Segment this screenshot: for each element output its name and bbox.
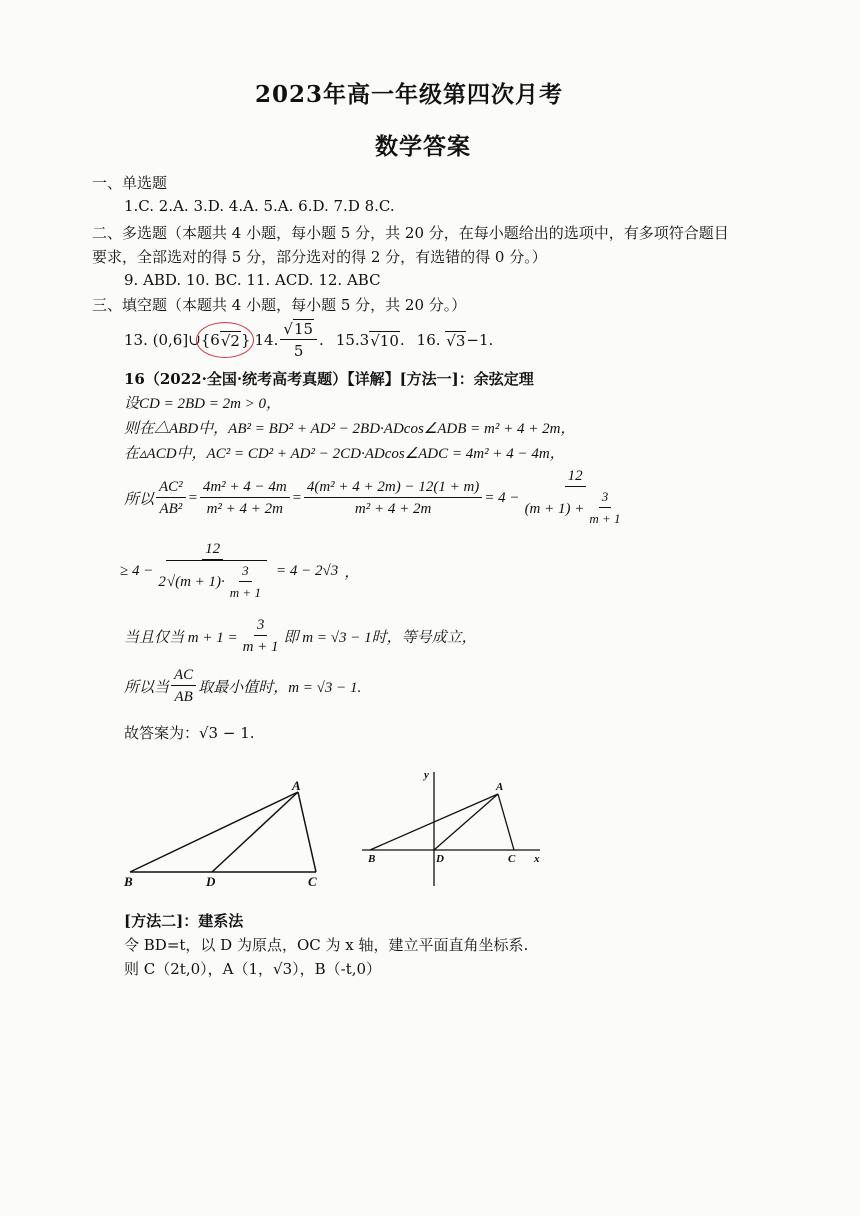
q16-sqrt: √3 xyxy=(446,331,466,350)
section-2-title: 二、多选题（本题共 4 小题，每小题 5 分，共 20 分，在每小题给出的选项中，有多项符合题目 xyxy=(92,224,729,242)
fig1-label-d: D xyxy=(206,874,216,888)
fraction-2: $\frac{\text{4m² + 4 − 4m}}{\text{m² + 4 + 2m}}$ xyxy=(200,477,290,520)
q14-label: 14. xyxy=(254,331,279,349)
solution-line-1: 设CD = 2BD = 2m > 0， xyxy=(124,396,282,412)
so-label: 所以 xyxy=(124,491,155,508)
coordinate-figure-2 xyxy=(358,766,548,888)
fraction-3: $\frac{\text{4(m² + 4 + 2m) − 12(1 + m)}}{\text{m² + 4 + 2m}}$ xyxy=(304,477,482,520)
q15-sqrt: √10 xyxy=(370,331,399,350)
ge-label: ≥ 4 − xyxy=(120,562,154,579)
section-2-title-cont: 要求，全部选对的得 5 分，部分选对的得 2 分，有选错的得 0 分。） xyxy=(92,248,547,266)
q13-sqrt: √2 xyxy=(220,331,240,350)
q14-fraction: $\frac{√15}{5}$ xyxy=(280,319,317,362)
solution-source: 16（2022·全国·统考高考真题）【详解】[方法一]：余弦定理 xyxy=(124,370,534,388)
fraction-5: 12 2 √ (m + 1)· $\frac{3}{m + 1}$ xyxy=(155,539,270,604)
page-title: 2023年高一年级第四次月考 xyxy=(255,81,564,108)
fig2-label-y: y xyxy=(424,769,429,781)
q16-tail: −1. xyxy=(466,331,494,349)
page-subtitle: 数学答案 xyxy=(375,133,471,160)
fig1-label-c: C xyxy=(308,874,317,888)
result-5: = 4 − 2√3 xyxy=(275,562,339,579)
fig1-label-a: A xyxy=(292,778,301,793)
result-5-comma: ， xyxy=(344,564,360,581)
section-3-title: 三、填空题（本题共 4 小题，每小题 5 分，共 20 分。） xyxy=(92,296,467,314)
fig2-label-a: A xyxy=(496,781,504,793)
fig1-label-b: B xyxy=(124,874,133,888)
equality-condition: 当且仅当 m + 1 = $\frac{3}{m + 1}$ 即 m = √3 − 1时，等号成立， xyxy=(124,616,477,655)
equation-row-2 xyxy=(120,540,359,602)
solution-line-2: 则在△ABD中，AB² = BD² + AD² − 2BD·ADcos∠ADB = m² + 4 + 2m， xyxy=(124,421,576,437)
final-answer: 故答案为：√3 − 1. xyxy=(124,724,255,742)
minimum-statement: 所以当 $\frac{AC}{AB}$ 取最小值时，m = √3 − 1. xyxy=(124,666,362,705)
fraction-ac-ab: $\frac{\text{AC²}}{\text{AB²}}$ xyxy=(156,477,186,520)
section-2-answers: 9. ABD. 10. BC. 11. ACD. 12. ABC xyxy=(124,271,381,289)
fraction-4: 12 (m + 1) + $\frac{3}{m + 1}$ xyxy=(524,468,621,526)
method-2-line-2: 则 C（2t,0），A（1，√3），B（-t,0） xyxy=(124,960,382,978)
fig2-label-d: D xyxy=(436,853,444,865)
red-annotation-circle xyxy=(196,322,254,358)
section-1-answers: 1.C. 2.A. 3.D. 4.A. 5.A. 6.D. 7.D 8.C. xyxy=(124,197,395,215)
equation-row-1: 所以 $\frac{\text{AC²}}{\text{AB²}}$ = $\frac{\text{4m² + 4 − 4m}}{\text{m² + 4 + 2m}}$ = $\frac{\text{4(m² + 4 + 2m) − 12(1 + m)}}{\text{m² + 4 + 2m}}$ = 4 − 12 (m + 1) + $\frac{3}{m + 1}$ xyxy=(124,468,631,528)
solution-line-3: 在▵ACD中，AC² = CD² + AD² − 2CD·ADcos∠ADC = 4m² + 4 − 4m， xyxy=(124,446,565,462)
q15-answer: 15.3 xyxy=(335,331,370,349)
eq4-label: = 4 − xyxy=(484,489,520,506)
fig2-label-c: C xyxy=(508,853,516,865)
method-2-title: [方法二]：建系法 xyxy=(124,912,244,930)
q16-label: 16. xyxy=(416,331,441,349)
method-2-line-1: 令 BD=t，以 D 为原点，OC 为 x 轴，建立平面直角坐标系. xyxy=(124,936,529,954)
section-1-title: 一、单选题 xyxy=(92,174,168,192)
triangle-figure-1 xyxy=(118,778,328,888)
fill-answers-row: 13. (0,6]∪{6 √2 } 14. $\frac{√15}{5}$ . 15.3 √10 . 16. √3 −1. xyxy=(124,319,494,360)
q13-answer: (0,6]∪{6 xyxy=(152,331,220,349)
fig2-label-b: B xyxy=(368,853,376,865)
q13-label: 13. xyxy=(124,331,148,349)
fig2-label-x: x xyxy=(534,853,540,865)
q13-close: } xyxy=(240,331,251,349)
